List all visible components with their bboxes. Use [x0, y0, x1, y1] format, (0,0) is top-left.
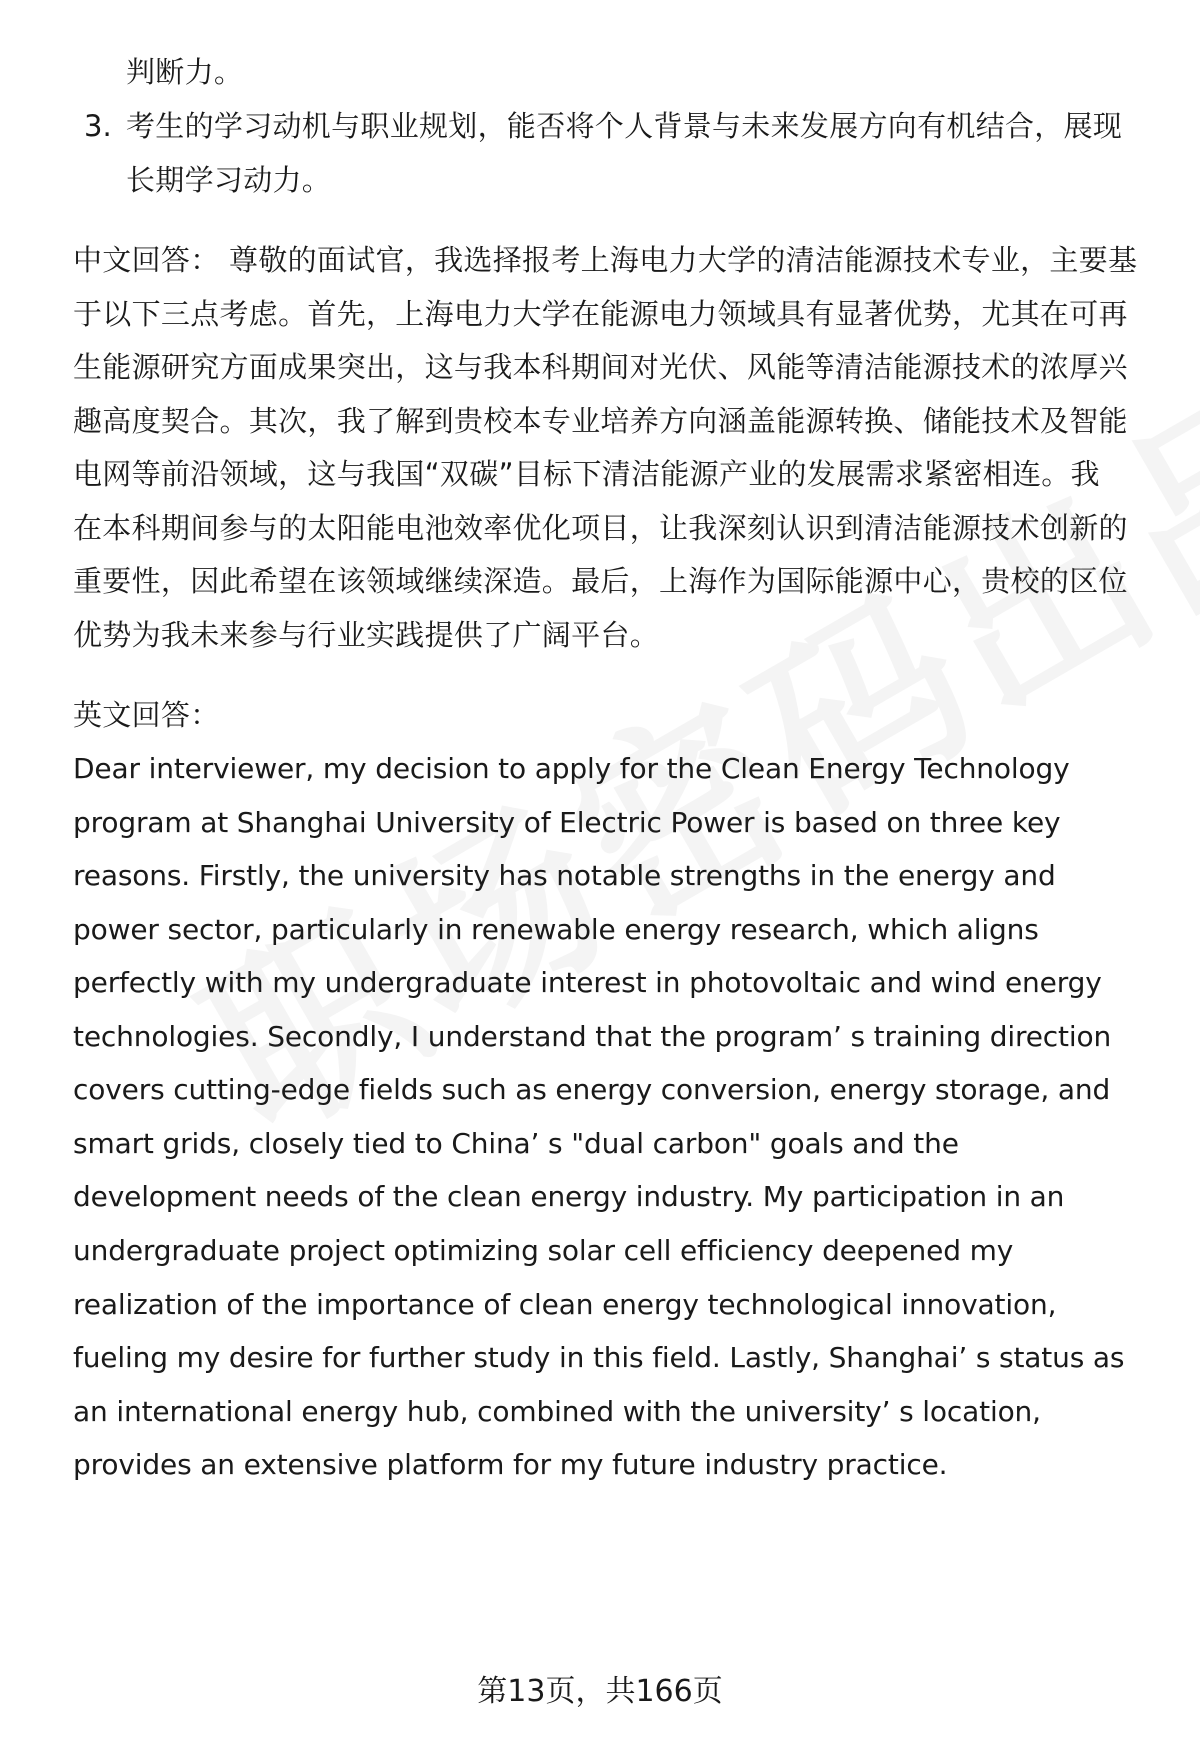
english-answer-line: realization of the importance of clean energy technological innovation, [73, 1288, 1057, 1321]
criteria-item-3-line-2: 长期学习动力。 [126, 163, 332, 197]
english-answer-line: covers cutting-edge fields such as energy conversion, energy storage, and [73, 1073, 1111, 1106]
english-answer-line: perfectly with my undergraduate interest in photovoltaic and wind energy [73, 966, 1102, 999]
english-answer-line: Dear interviewer, my decision to apply for the Clean Energy Technology [73, 752, 1070, 785]
chinese-answer-line: 电网等前沿领域，这与我国“双碳”目标下清洁能源产业的发展需求紧密相连。我 [73, 457, 1100, 491]
page-number-footer: 第13页，共166页 [477, 1674, 723, 1709]
english-answer-line: an international energy hub, combined with the university’ s location, [73, 1395, 1041, 1428]
criteria-item-2-tail: 判断力。 [126, 55, 244, 89]
chinese-answer-line: 生能源研究方面成果突出，这与我本科期间对光伏、风能等清洁能源技术的浓厚兴 [73, 350, 1128, 384]
english-answer-line: undergraduate project optimizing solar cell efficiency deepened my [73, 1234, 1014, 1267]
chinese-answer-line: 于以下三点考虑。首先，上海电力大学在能源电力领域具有显著优势，尤其在可再 [73, 297, 1128, 331]
criteria-item-3-number: 3. [84, 109, 112, 143]
english-answer-line: program at Shanghai University of Electric Power is based on three key [73, 806, 1061, 839]
english-answer-line: provides an extensive platform for my future industry practice. [73, 1448, 948, 1481]
english-answer-line: technologies. Secondly, I understand that the program’ s training direction [73, 1020, 1112, 1053]
english-answer-line: power sector, particularly in renewable energy research, which aligns [73, 913, 1039, 946]
chinese-answer-line: 中文回答： 尊敬的面试官，我选择报考上海电力大学的清洁能源技术专业，主要基 [73, 243, 1138, 277]
english-answer-line: fueling my desire for further study in this field. Lastly, Shanghai’ s status as [73, 1341, 1125, 1374]
english-answer-line: development needs of the clean energy industry. My participation in an [73, 1180, 1065, 1213]
criteria-item-3-line-1: 考生的学习动机与职业规划，能否将个人背景与未来发展方向有机结合，展现 [126, 109, 1123, 143]
chinese-answer-line: 趣高度契合。其次，我了解到贵校本专业培养方向涵盖能源转换、储能技术及智能 [73, 404, 1128, 438]
english-answer-heading: 英文回答： [73, 698, 220, 732]
english-answer-line: smart grids, closely tied to China’ s "dual carbon" goals and the [73, 1127, 959, 1160]
english-answer-line: reasons. Firstly, the university has notable strengths in the energy and [73, 859, 1056, 892]
chinese-answer-line: 重要性，因此希望在该领域继续深造。最后，上海作为国际能源中心，贵校的区位 [73, 564, 1128, 598]
chinese-answer-line: 在本科期间参与的太阳能电池效率优化项目，让我深刻认识到清洁能源技术创新的 [73, 511, 1128, 545]
chinese-answer-line: 优势为我未来参与行业实践提供了广阔平台。 [73, 618, 660, 652]
